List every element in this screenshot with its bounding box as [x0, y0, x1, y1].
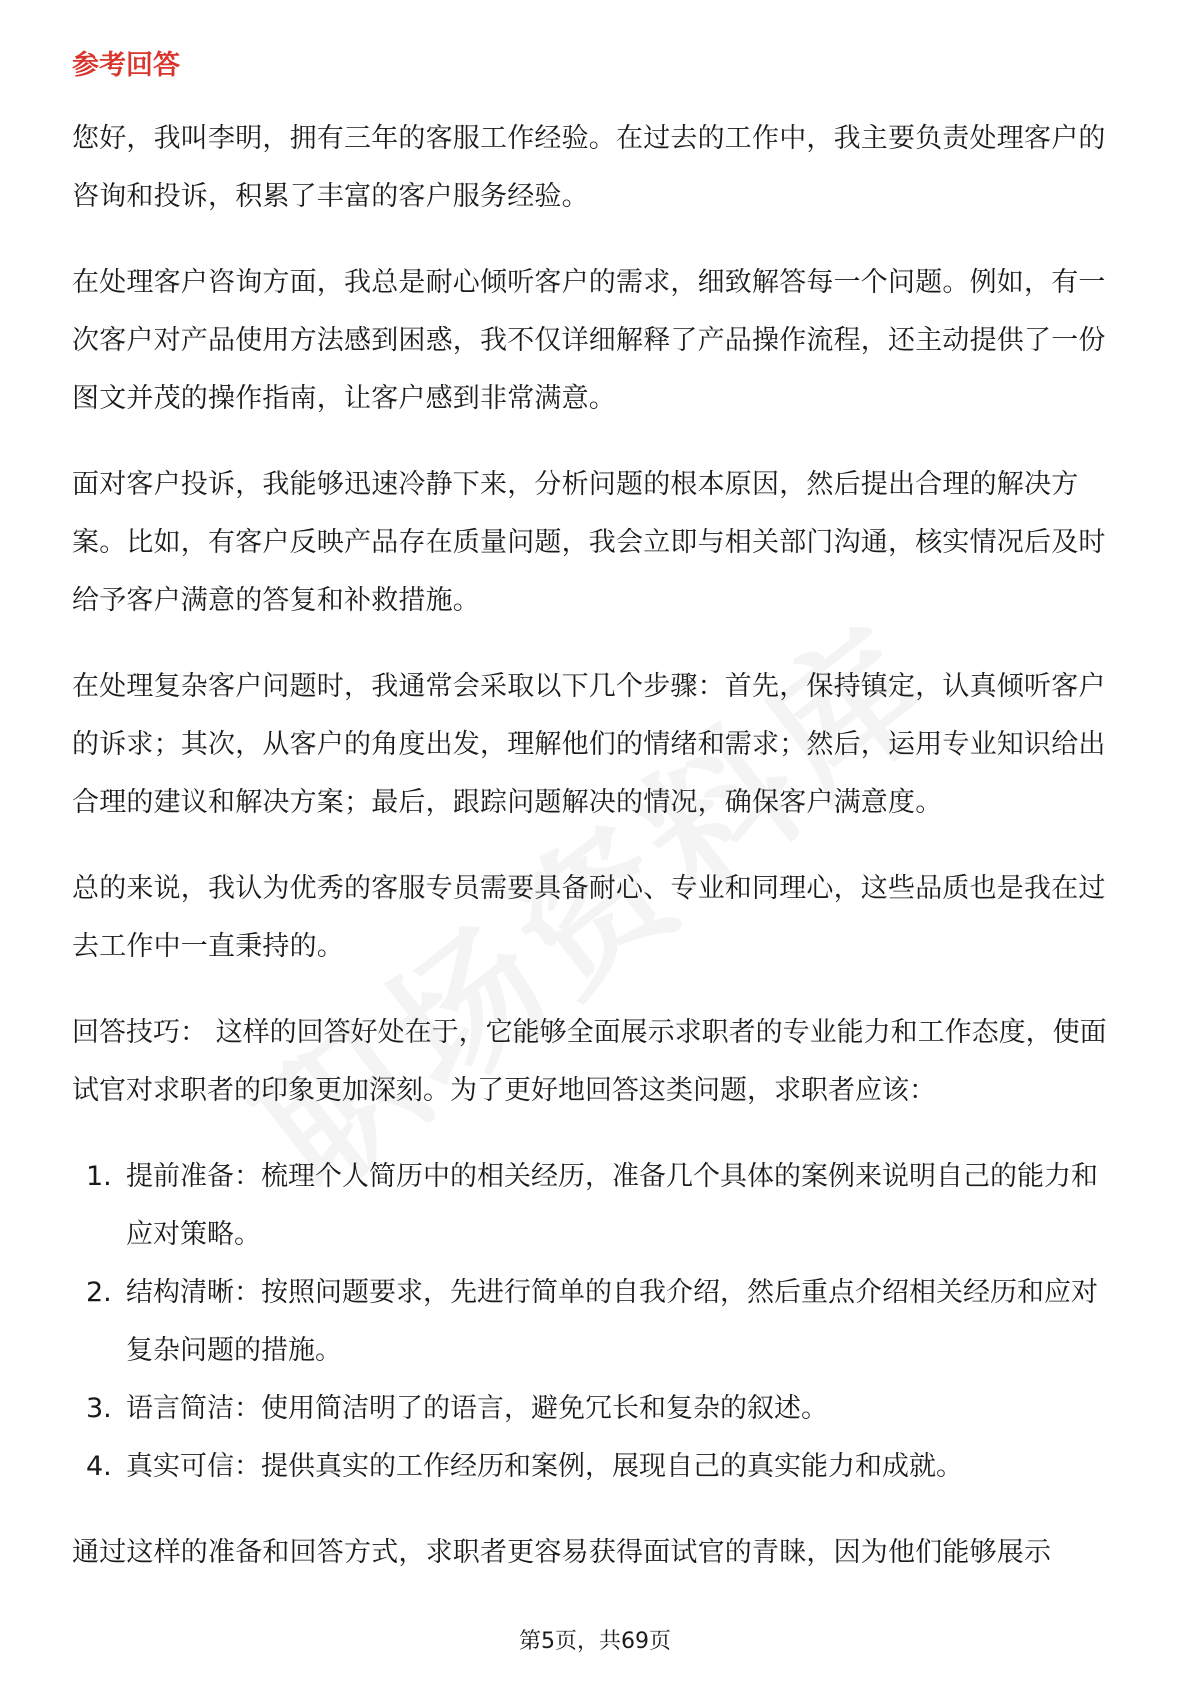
paragraph-summary: 总的来说，我认为优秀的客服专员需要具备耐心、专业和同理心，这些品质也是我在过去工作中一直秉持的。	[72, 873, 1106, 962]
list-text: 真实可信：提供真实的工作经历和案例，展现自己的真实能力和成就。	[126, 1451, 963, 1482]
tips-intro: 回答技巧： 这样的回答好处在于，它能够全面展示求职者的专业能力和工作态度，使面试官对求职者的印象更加深刻。为了更好地回答这类问题，求职者应该：	[72, 1017, 1107, 1106]
list-text: 提前准备：梳理个人简历中的相关经历，准备几个具体的案例来说明自己的能力和应对策略。	[126, 1161, 1098, 1250]
list-number: 2.	[86, 1277, 112, 1308]
paragraph-complex-issues: 在处理复杂客户问题时，我通常会采取以下几个步骤：首先，保持镇定，认真倾听客户的诉求；其次，从客户的角度出发，理解他们的情绪和需求；然后，运用专业知识给出合理的建议和解决方案；最后，跟踪问题解决的情况，确保客户满意度。	[72, 671, 1106, 818]
tips-list	[72, 1148, 1120, 1496]
list-number: 1.	[86, 1161, 112, 1192]
list-number: 3.	[86, 1393, 112, 1424]
list-item	[72, 1438, 1120, 1496]
paragraph-intro: 您好，我叫李明，拥有三年的客服工作经验。在过去的工作中，我主要负责处理客户的咨询和投诉，积累了丰富的客户服务经验。	[72, 123, 1106, 212]
paragraph-closing: 通过这样的准备和回答方式，求职者更容易获得面试官的青睐，因为他们能够展示	[72, 1537, 1052, 1568]
paragraph-complaints: 面对客户投诉，我能够迅速冷静下来，分析问题的根本原因，然后提出合理的解决方案。比如，有客户反映产品存在质量问题，我会立即与相关部门沟通，核实情况后及时给予客户满意的答复和补救措施。	[72, 469, 1106, 616]
list-item	[72, 1264, 1120, 1380]
list-item	[72, 1148, 1120, 1264]
section-title: 参考回答	[72, 50, 180, 81]
list-text: 语言简洁：使用简洁明了的语言，避免冗长和复杂的叙述。	[126, 1393, 828, 1424]
page-content	[72, 46, 1120, 1610]
list-text: 结构清晰：按照问题要求，先进行简单的自我介绍，然后重点介绍相关经历和应对复杂问题的措施。	[126, 1277, 1098, 1366]
paragraph-consultation: 在处理客户咨询方面，我总是耐心倾听客户的需求，细致解答每一个问题。例如，有一次客户对产品使用方法感到困惑，我不仅详细解释了产品操作流程，还主动提供了一份图文并茂的操作指南，让客户感到非常满意。	[72, 267, 1106, 414]
page-number-footer: 第5页，共69页	[519, 1629, 671, 1654]
list-item	[72, 1380, 1120, 1438]
list-number: 4.	[86, 1451, 112, 1482]
